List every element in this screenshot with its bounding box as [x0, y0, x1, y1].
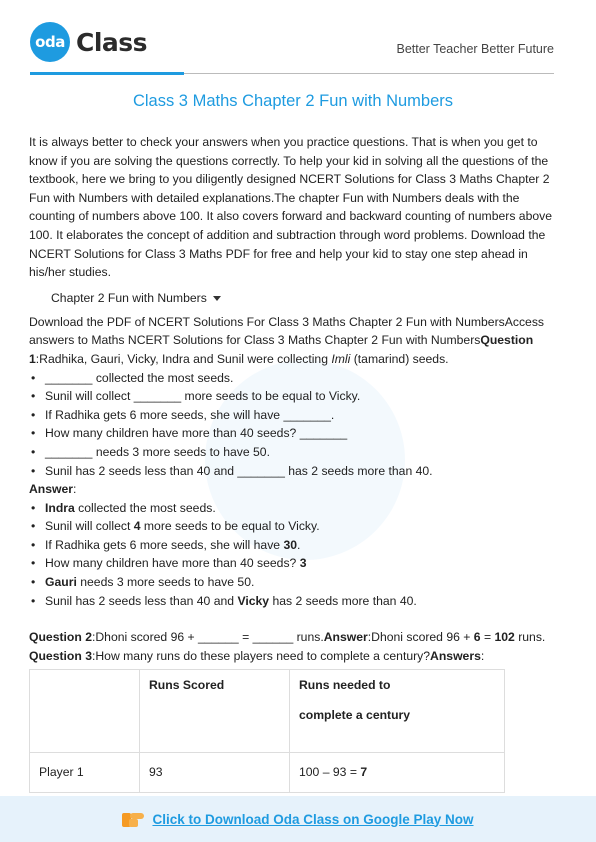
question-2-answer-label: Answer	[323, 630, 368, 645]
table-header-cell	[30, 670, 140, 753]
question-3-answer-colon: :	[480, 648, 485, 663]
question-2-answer-text: runs.	[514, 630, 546, 645]
list-item: • If Radhika gets 6 more seeds, she will have _______.	[29, 406, 557, 425]
table-header-row	[30, 670, 505, 753]
page-title: Class 3 Maths Chapter 2 Fun with Numbers	[132, 92, 454, 110]
list-item	[29, 517, 557, 536]
header-accent-rule	[30, 72, 184, 75]
list-item: • How many children have more than 40 seeds? _______	[29, 424, 557, 443]
question-3-text: :How many runs do these players need to complete a century?	[91, 648, 431, 663]
answer-text: collected the most seeds.	[74, 500, 216, 515]
answer-bold: 4	[133, 519, 141, 534]
table-of-contents-toggle[interactable]	[51, 289, 557, 307]
answer-bold: 3	[299, 556, 307, 571]
calc-text: 100 – 93 =	[299, 765, 361, 780]
question-2-paragraph	[29, 628, 557, 647]
answer-bold: Gauri	[45, 575, 77, 590]
download-banner	[0, 796, 596, 842]
answer-list	[29, 499, 557, 611]
google-play-download-link[interactable]: Click to Download Oda Class on Google Play Now	[152, 811, 474, 827]
list-item: • _______ needs 3 more seeds to have 50.	[29, 443, 557, 462]
list-item: • Sunil has 2 seeds less than 40 and _______ has 2 seeds more than 40.	[29, 462, 557, 481]
answer-text: If Radhika gets 6 more seeds, she will have	[45, 537, 284, 552]
answer-text: How many children have more than 40 seeds?	[45, 556, 300, 571]
answer-text: .	[297, 537, 301, 552]
calc-result: 7	[360, 765, 368, 780]
question-1-label: Question 1	[29, 333, 534, 366]
intro-paragraph: It is always better to check your answers when you practice questions. That is when you get to know if you are solving the questions correctly. To help your kid in solving all the questions of the textbook, here we bring to you diligently designed NCERT Solutions for Class 3 Maths Chapter 2 Fun with Numbers with detailed explanations.The chapter Fun with Numbers deals with the counting of numbers above 100. It also covers forward and backward counting of numbers above 100. It elaborates the concept of addition and subtraction through word problems. Download the NCERT Solutions for Class 3 Maths PDF for free and help your kid to stay one step ahead in his/her studies.	[29, 135, 553, 280]
list-item: • _______ collected the most seeds.	[29, 369, 557, 388]
question-2-label: Question 2	[29, 630, 92, 645]
tagline: Better Teacher Better Future	[396, 42, 554, 56]
table-cell-runs: 93	[140, 753, 290, 793]
table-cell-player: Player 1	[30, 753, 140, 793]
question-1-text-end: (tamarind) seeds.	[350, 351, 449, 366]
question-3-label: Question 3	[29, 648, 92, 663]
answer-bold: 30	[283, 537, 298, 552]
answer-label: Answer	[29, 482, 74, 497]
question-1-paragraph	[29, 313, 557, 369]
table-header-cell	[290, 670, 505, 753]
list-item	[29, 554, 557, 573]
answer-heading: Answer:	[29, 482, 77, 497]
oda-class-logo[interactable]	[30, 22, 147, 62]
answer-text: more seeds to be equal to Vicky.	[140, 519, 320, 534]
list-item: • Sunil will collect _______ more seeds to be equal to Vicky.	[29, 387, 557, 406]
header-runs-scored: Runs Scored	[149, 678, 225, 693]
header-runs-needed: Runs needed to	[299, 678, 391, 693]
header-divider	[184, 73, 554, 74]
answer-bold: 6	[473, 630, 481, 645]
answer-text: Sunil has 2 seeds less than 40 and	[45, 593, 238, 608]
question-2-text: :Dhoni scored 96 + ______ = ______ runs.	[91, 630, 324, 645]
article-body	[29, 92, 557, 793]
header-runs-needed-line2: complete a century	[299, 708, 411, 723]
question-1-emphasis: Imli	[331, 351, 351, 366]
list-item	[29, 573, 557, 592]
download-lead-text: Download the PDF of NCERT Solutions For Class 3 Maths Chapter 2 Fun with NumbersAccess answers to Maths NCERT Solutions for Class 3 Maths Chapter 2 Fun with Numbers	[29, 314, 545, 348]
question-2-answer-text: =	[480, 630, 495, 645]
answer-text: needs 3 more seeds to have 50.	[76, 575, 255, 590]
answer-bold: Vicky	[237, 593, 270, 608]
table-cell-calc	[290, 753, 505, 793]
list-item	[29, 499, 557, 518]
oda-logo-mark: oda	[30, 22, 70, 62]
list-item	[29, 592, 557, 611]
caret-down-icon	[213, 296, 221, 301]
list-item	[29, 536, 557, 555]
question-1-list	[29, 369, 557, 481]
question-2-answer-text: :Dhoni scored 96 +	[367, 630, 474, 645]
header	[0, 0, 596, 78]
logo-wordmark: Class	[76, 27, 148, 57]
answer-text: Sunil will collect	[45, 519, 134, 534]
answer-bold: Indra	[45, 500, 75, 515]
question-3-answer-label: Answers	[430, 648, 481, 663]
question-1-text: :Radhika, Gauri, Vicky, Indra and Sunil were collecting	[35, 351, 332, 366]
runs-table	[29, 669, 505, 793]
table-row	[30, 753, 505, 793]
answer-text: has 2 seeds more than 40.	[269, 593, 417, 608]
pointing-hand-icon	[122, 810, 144, 828]
question-3-paragraph	[29, 647, 557, 666]
table-header-cell	[140, 670, 290, 753]
toc-label: Chapter 2 Fun with Numbers	[51, 290, 207, 305]
answer-bold: 102	[494, 630, 515, 645]
